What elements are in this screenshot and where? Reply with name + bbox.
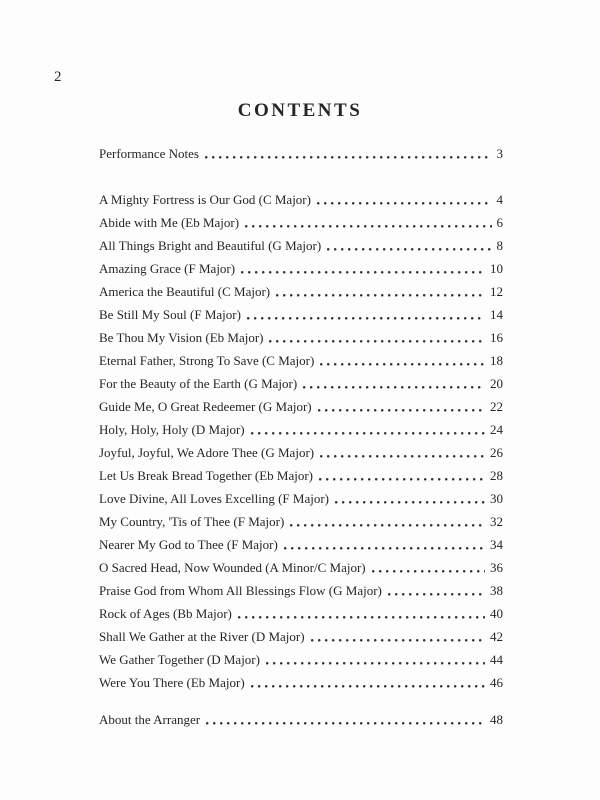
toc-entry [99,216,503,230]
toc-entry [99,262,503,276]
toc-entry [99,446,503,460]
toc-entry-page: 46 [490,675,503,690]
toc-entry-title: We Gather Together (D Major) [99,652,260,667]
toc-entry-page: 38 [490,583,503,598]
dot-leader [276,294,485,297]
toc-entry-page: 40 [490,606,503,621]
toc-entry-page: 48 [490,712,503,727]
dot-leader [238,616,485,619]
toc-entry [99,377,503,391]
toc-entry-page: 4 [496,192,503,207]
toc-entry-title: Abide with Me (Eb Major) [99,215,240,230]
page-number: 2 [54,69,62,85]
toc-entry-page: 20 [490,376,503,391]
toc-entry [99,607,503,621]
dot-leader [247,317,485,320]
toc-entry-title: Holy, Holy, Holy (D Major) [99,422,245,437]
toc-entry-title: Performance Notes [99,146,199,161]
toc-entry-title: Shall We Gather at the River (D Major) [99,629,305,644]
toc-entry [99,423,503,437]
toc-entry-page: 12 [490,284,503,299]
toc-entry-page: 16 [490,330,503,345]
dot-leader [311,639,485,642]
table-of-contents [99,147,503,727]
toc-entry [99,584,503,598]
toc-entry [99,400,503,414]
dot-leader [251,685,485,688]
toc-entry [99,285,503,299]
toc-entry [99,354,503,368]
dot-leader [320,455,485,458]
dot-leader [251,432,485,435]
toc-entry-page: 24 [490,422,503,437]
toc-entry-title: For the Beauty of the Earth (G Major) [99,376,298,391]
toc-entry [99,492,503,506]
toc-entry-page: 30 [490,491,503,506]
dot-leader [206,722,485,725]
toc-entry [99,515,503,529]
dot-leader [241,271,485,274]
dot-leader [269,340,485,343]
toc-entry-performance-notes [99,147,503,161]
toc-entry [99,538,503,552]
dot-leader [205,156,492,159]
dot-leader [320,363,485,366]
dot-leader [284,547,485,550]
toc-entry-page: 28 [490,468,503,483]
toc-entry-page: 14 [490,307,503,322]
song-list [99,193,503,690]
toc-entry-page: 22 [490,399,503,414]
dot-leader [318,409,485,412]
dot-leader [266,662,485,665]
toc-entry-page: 8 [496,238,503,253]
toc-entry-title: Praise God from Whom All Blessings Flow (G Major) [99,583,382,598]
dot-leader [372,570,485,573]
dot-leader [388,593,485,596]
toc-entry [99,561,503,575]
toc-entry-title: About the Arranger [99,712,201,727]
toc-entry-title: Amazing Grace (F Major) [99,261,236,276]
toc-entry-title: Let Us Break Bread Together (Eb Major) [99,468,313,483]
toc-entry-title: My Country, 'Tis of Thee (F Major) [99,514,285,529]
toc-entry [99,653,503,667]
toc-entry-page: 32 [490,514,503,529]
toc-entry-page: 26 [490,445,503,460]
toc-entry-page: 10 [490,261,503,276]
toc-entry-title: Nearer My God to Thee (F Major) [99,537,278,552]
toc-entry [99,676,503,690]
toc-entry-title: Guide Me, O Great Redeemer (G Major) [99,399,312,414]
toc-entry-title: Rock of Ages (Bb Major) [99,606,232,621]
toc-entry-page: 44 [490,652,503,667]
toc-entry [99,193,503,207]
toc-entry-about-the-arranger [99,713,503,727]
toc-entry-title: Be Still My Soul (F Major) [99,307,241,322]
toc-entry-title: Be Thou My Vision (Eb Major) [99,330,264,345]
toc-entry-title: America the Beautiful (C Major) [99,284,271,299]
toc-entry-page: 36 [490,560,503,575]
toc-entry-title: Love Divine, All Loves Excelling (F Major) [99,491,329,506]
toc-entry [99,469,503,483]
toc-entry-page: 34 [490,537,503,552]
toc-entry-title: A Mighty Fortress is Our God (C Major) [99,192,311,207]
toc-entry-page: 42 [490,629,503,644]
toc-entry-page: 3 [496,146,503,161]
dot-leader [290,524,485,527]
toc-entry-title: Joyful, Joyful, We Adore Thee (G Major) [99,445,315,460]
toc-entry-title: Eternal Father, Strong To Save (C Major) [99,353,315,368]
dot-leader [317,202,492,205]
toc-entry-title: All Things Bright and Beautiful (G Major) [99,238,322,253]
toc-entry-title: O Sacred Head, Now Wounded (A Minor/C Major) [99,560,366,575]
toc-entry [99,331,503,345]
dot-leader [319,478,485,481]
toc-entry [99,239,503,253]
contents-title: CONTENTS [237,100,363,121]
dot-leader [327,248,491,251]
toc-entry-page: 18 [490,353,503,368]
toc-entry [99,308,503,322]
dot-leader [245,225,491,228]
dot-leader [335,501,485,504]
toc-entry-title: Were You There (Eb Major) [99,675,245,690]
toc-entry [99,630,503,644]
dot-leader [303,386,485,389]
toc-entry-page: 6 [496,215,503,230]
